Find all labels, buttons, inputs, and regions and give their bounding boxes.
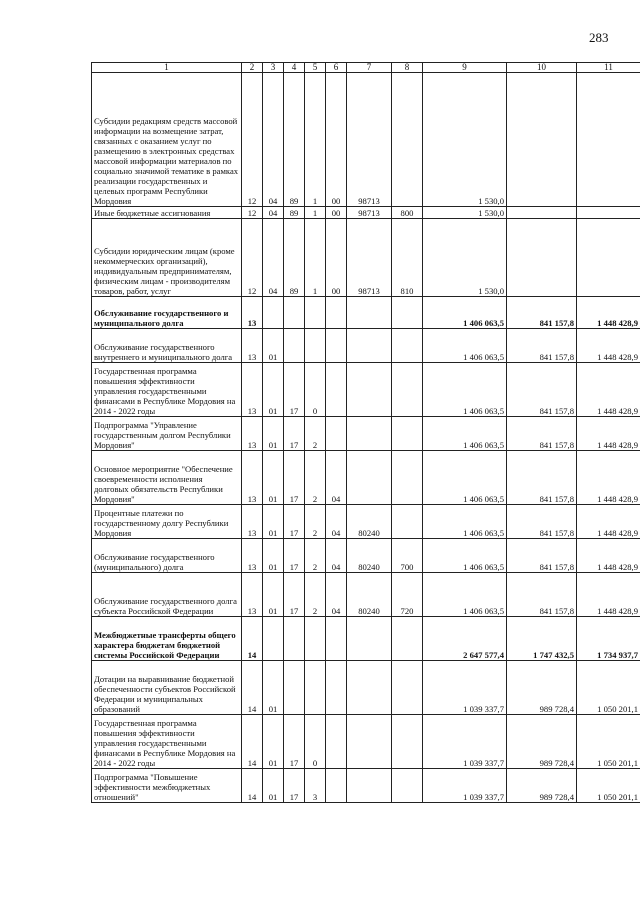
amount-col10-cell: 841 157,8 xyxy=(507,505,577,539)
code-subsection-cell: 04 xyxy=(263,207,284,219)
code-subprogram-cell: 3 xyxy=(305,769,326,803)
code-activity-cell xyxy=(326,769,347,803)
code-subprogram-cell: 2 xyxy=(305,505,326,539)
amount-col11-cell: 1 448 428,9 xyxy=(577,451,640,505)
amount-col11-cell xyxy=(577,73,640,207)
code-program-cell xyxy=(284,329,305,363)
code-subsection-cell xyxy=(263,617,284,661)
code-activity-cell xyxy=(326,617,347,661)
row-name-cell: Дотации на выравнивание бюджетной обеспеченности субъектов Российской Федерации и муниципальных образований xyxy=(92,661,242,715)
code-activity-cell xyxy=(326,329,347,363)
row-name-cell: Подпрограмма "Повышение эффективности межбюджетных отношений" xyxy=(92,769,242,803)
code-direction-cell xyxy=(347,617,392,661)
table-row xyxy=(92,661,640,715)
code-program-cell xyxy=(284,661,305,715)
code-subsection-cell: 04 xyxy=(263,219,284,297)
code-expense-type-cell xyxy=(392,417,423,451)
code-section-cell: 14 xyxy=(242,769,263,803)
code-expense-type-cell xyxy=(392,505,423,539)
amount-col10-cell: 989 728,4 xyxy=(507,769,577,803)
code-section-cell: 13 xyxy=(242,297,263,329)
amount-col10-cell: 841 157,8 xyxy=(507,539,577,573)
code-program-cell: 17 xyxy=(284,539,305,573)
amount-col9-cell: 1 406 063,5 xyxy=(423,363,507,417)
column-header: 7 xyxy=(347,63,392,73)
amount-col9-cell: 1 406 063,5 xyxy=(423,297,507,329)
code-subsection-cell: 01 xyxy=(263,329,284,363)
code-expense-type-cell xyxy=(392,715,423,769)
code-activity-cell xyxy=(326,715,347,769)
column-header: 10 xyxy=(507,63,577,73)
table-row xyxy=(92,451,640,505)
code-subsection-cell: 01 xyxy=(263,715,284,769)
code-activity-cell xyxy=(326,661,347,715)
amount-col11-cell: 1 448 428,9 xyxy=(577,573,640,617)
code-activity-cell xyxy=(326,417,347,451)
table-row xyxy=(92,539,640,573)
code-subprogram-cell: 1 xyxy=(305,219,326,297)
table-row xyxy=(92,219,640,297)
code-program-cell: 17 xyxy=(284,715,305,769)
code-section-cell: 12 xyxy=(242,207,263,219)
code-subprogram-cell: 2 xyxy=(305,451,326,505)
code-direction-cell: 80240 xyxy=(347,573,392,617)
table-row xyxy=(92,73,640,207)
code-subsection-cell: 01 xyxy=(263,417,284,451)
amount-col10-cell: 989 728,4 xyxy=(507,715,577,769)
code-direction-cell xyxy=(347,329,392,363)
code-program-cell: 17 xyxy=(284,505,305,539)
code-expense-type-cell xyxy=(392,363,423,417)
code-subsection-cell: 01 xyxy=(263,451,284,505)
amount-col11-cell: 1 448 428,9 xyxy=(577,297,640,329)
code-expense-type-cell xyxy=(392,329,423,363)
amount-col9-cell: 1 530,0 xyxy=(423,73,507,207)
code-program-cell: 17 xyxy=(284,417,305,451)
amount-col9-cell: 1 406 063,5 xyxy=(423,329,507,363)
row-name-cell: Обслуживание государственного (муниципального) долга xyxy=(92,539,242,573)
amount-col9-cell: 2 647 577,4 xyxy=(423,617,507,661)
code-activity-cell: 04 xyxy=(326,539,347,573)
amount-col11-cell xyxy=(577,207,640,219)
code-expense-type-cell xyxy=(392,617,423,661)
code-program-cell: 89 xyxy=(284,207,305,219)
code-section-cell: 13 xyxy=(242,363,263,417)
code-direction-cell xyxy=(347,769,392,803)
table-row xyxy=(92,573,640,617)
page-number: 283 xyxy=(589,30,609,45)
amount-col11-cell: 1 734 937,7 xyxy=(577,617,640,661)
row-name-cell: Иные бюджетные ассигнования xyxy=(92,207,242,219)
column-header: 8 xyxy=(392,63,423,73)
code-subprogram-cell xyxy=(305,297,326,329)
amount-col11-cell: 1 448 428,9 xyxy=(577,417,640,451)
amount-col11-cell: 1 448 428,9 xyxy=(577,539,640,573)
code-subsection-cell: 01 xyxy=(263,661,284,715)
amount-col10-cell: 1 747 432,5 xyxy=(507,617,577,661)
amount-col11-cell: 1 050 201,1 xyxy=(577,661,640,715)
table-row xyxy=(92,505,640,539)
row-name-cell: Субсидии юридическим лицам (кроме некоммерческих организаций), индивидуальным предпринимателям, физическим лицам - производителям товаров, работ, услуг xyxy=(92,219,242,297)
code-subsection-cell: 01 xyxy=(263,573,284,617)
code-expense-type-cell xyxy=(392,297,423,329)
amount-col11-cell: 1 448 428,9 xyxy=(577,363,640,417)
code-direction-cell: 98713 xyxy=(347,219,392,297)
budget-table xyxy=(91,62,640,803)
code-subprogram-cell: 1 xyxy=(305,207,326,219)
code-subsection-cell: 01 xyxy=(263,363,284,417)
amount-col9-cell: 1 039 337,7 xyxy=(423,769,507,803)
table-row xyxy=(92,329,640,363)
code-section-cell: 13 xyxy=(242,329,263,363)
code-subsection-cell: 01 xyxy=(263,539,284,573)
code-section-cell: 12 xyxy=(242,219,263,297)
code-subsection-cell: 01 xyxy=(263,769,284,803)
code-subprogram-cell: 1 xyxy=(305,73,326,207)
amount-col9-cell: 1 406 063,5 xyxy=(423,573,507,617)
amount-col9-cell: 1 530,0 xyxy=(423,207,507,219)
amount-col11-cell: 1 448 428,9 xyxy=(577,505,640,539)
amount-col10-cell: 841 157,8 xyxy=(507,451,577,505)
code-program-cell xyxy=(284,617,305,661)
row-name-cell: Обслуживание государственного внутреннего и муниципального долга xyxy=(92,329,242,363)
code-section-cell: 13 xyxy=(242,451,263,505)
code-direction-cell: 80240 xyxy=(347,539,392,573)
row-name-cell: Обслуживание государственного долга субъекта Российской Федерации xyxy=(92,573,242,617)
row-name-cell: Обслуживание государственного и муниципального долга xyxy=(92,297,242,329)
code-activity-cell: 04 xyxy=(326,573,347,617)
code-subprogram-cell: 0 xyxy=(305,715,326,769)
table-row xyxy=(92,715,640,769)
code-direction-cell xyxy=(347,451,392,505)
amount-col10-cell: 841 157,8 xyxy=(507,573,577,617)
code-direction-cell: 80240 xyxy=(347,505,392,539)
code-program-cell: 89 xyxy=(284,219,305,297)
code-section-cell: 14 xyxy=(242,661,263,715)
column-header: 1 xyxy=(92,63,242,73)
code-program-cell xyxy=(284,297,305,329)
row-name-cell: Государственная программа повышения эффективности управления государственными финансами в Республике Мордовия на 2014 - 2022 годы xyxy=(92,363,242,417)
amount-col11-cell: 1 448 428,9 xyxy=(577,329,640,363)
code-section-cell: 12 xyxy=(242,73,263,207)
code-subprogram-cell: 2 xyxy=(305,573,326,617)
code-program-cell: 17 xyxy=(284,573,305,617)
amount-col9-cell: 1 406 063,5 xyxy=(423,505,507,539)
code-direction-cell: 98713 xyxy=(347,207,392,219)
table-row xyxy=(92,769,640,803)
table-row xyxy=(92,417,640,451)
column-header: 6 xyxy=(326,63,347,73)
row-name-cell: Подпрограмма "Управление государственным долгом Республики Мордовия" xyxy=(92,417,242,451)
code-subprogram-cell xyxy=(305,617,326,661)
amount-col9-cell: 1 039 337,7 xyxy=(423,661,507,715)
row-name-cell: Субсидии редакциям средств массовой информации на возмещение затрат, связанных с оказанием услуг по размещению в электронных средствах массовой информации материалов по социально значимой тематике в рамках реализации государственных и целевых программ Республики Мордовия xyxy=(92,73,242,207)
table-row xyxy=(92,297,640,329)
code-subprogram-cell: 0 xyxy=(305,363,326,417)
amount-col10-cell: 841 157,8 xyxy=(507,329,577,363)
table-row xyxy=(92,617,640,661)
amount-col11-cell: 1 050 201,1 xyxy=(577,769,640,803)
code-section-cell: 13 xyxy=(242,573,263,617)
row-name-cell: Государственная программа повышения эффективности управления государственными финансами в Республике Мордовия на 2014 - 2022 годы xyxy=(92,715,242,769)
column-header: 11 xyxy=(577,63,640,73)
code-activity-cell: 00 xyxy=(326,73,347,207)
code-expense-type-cell: 800 xyxy=(392,207,423,219)
amount-col11-cell: 1 050 201,1 xyxy=(577,715,640,769)
code-expense-type-cell: 700 xyxy=(392,539,423,573)
code-subprogram-cell: 2 xyxy=(305,539,326,573)
column-header: 5 xyxy=(305,63,326,73)
code-subsection-cell: 04 xyxy=(263,73,284,207)
amount-col10-cell: 841 157,8 xyxy=(507,363,577,417)
amount-col10-cell: 841 157,8 xyxy=(507,417,577,451)
row-name-cell: Межбюджетные трансферты общего характера бюджетам бюджетной системы Российской Федерации xyxy=(92,617,242,661)
code-activity-cell xyxy=(326,297,347,329)
code-section-cell: 13 xyxy=(242,417,263,451)
code-activity-cell: 00 xyxy=(326,207,347,219)
code-expense-type-cell: 720 xyxy=(392,573,423,617)
amount-col9-cell: 1 406 063,5 xyxy=(423,417,507,451)
column-header: 9 xyxy=(423,63,507,73)
code-subsection-cell xyxy=(263,297,284,329)
code-direction-cell xyxy=(347,417,392,451)
row-name-cell: Процентные платежи по государственному долгу Республики Мордовия xyxy=(92,505,242,539)
code-expense-type-cell xyxy=(392,769,423,803)
amount-col11-cell xyxy=(577,219,640,297)
code-expense-type-cell xyxy=(392,73,423,207)
code-subprogram-cell: 2 xyxy=(305,417,326,451)
code-subsection-cell: 01 xyxy=(263,505,284,539)
row-name-cell: Основное мероприятие "Обеспечение своевременности исполнения долговых обязательств Республики Мордовия" xyxy=(92,451,242,505)
table-row xyxy=(92,363,640,417)
code-direction-cell: 98713 xyxy=(347,73,392,207)
amount-col10-cell xyxy=(507,73,577,207)
code-expense-type-cell: 810 xyxy=(392,219,423,297)
code-program-cell: 17 xyxy=(284,769,305,803)
code-subprogram-cell xyxy=(305,329,326,363)
code-program-cell: 17 xyxy=(284,363,305,417)
amount-col9-cell: 1 039 337,7 xyxy=(423,715,507,769)
code-direction-cell xyxy=(347,661,392,715)
code-expense-type-cell xyxy=(392,451,423,505)
code-section-cell: 13 xyxy=(242,539,263,573)
column-header: 2 xyxy=(242,63,263,73)
code-direction-cell xyxy=(347,363,392,417)
code-activity-cell: 00 xyxy=(326,219,347,297)
code-activity-cell: 04 xyxy=(326,505,347,539)
code-direction-cell xyxy=(347,297,392,329)
column-header: 3 xyxy=(263,63,284,73)
code-program-cell: 89 xyxy=(284,73,305,207)
code-expense-type-cell xyxy=(392,661,423,715)
table-body xyxy=(92,73,640,803)
column-header: 4 xyxy=(284,63,305,73)
amount-col9-cell: 1 406 063,5 xyxy=(423,451,507,505)
amount-col9-cell: 1 530,0 xyxy=(423,219,507,297)
code-activity-cell xyxy=(326,363,347,417)
code-subprogram-cell xyxy=(305,661,326,715)
amount-col10-cell xyxy=(507,219,577,297)
code-section-cell: 14 xyxy=(242,715,263,769)
code-activity-cell: 04 xyxy=(326,451,347,505)
amount-col9-cell: 1 406 063,5 xyxy=(423,539,507,573)
code-direction-cell xyxy=(347,715,392,769)
code-section-cell: 13 xyxy=(242,505,263,539)
amount-col10-cell xyxy=(507,207,577,219)
code-section-cell: 14 xyxy=(242,617,263,661)
table-row xyxy=(92,207,640,219)
amount-col10-cell: 989 728,4 xyxy=(507,661,577,715)
amount-col10-cell: 841 157,8 xyxy=(507,297,577,329)
column-header-row xyxy=(92,63,640,73)
code-program-cell: 17 xyxy=(284,451,305,505)
